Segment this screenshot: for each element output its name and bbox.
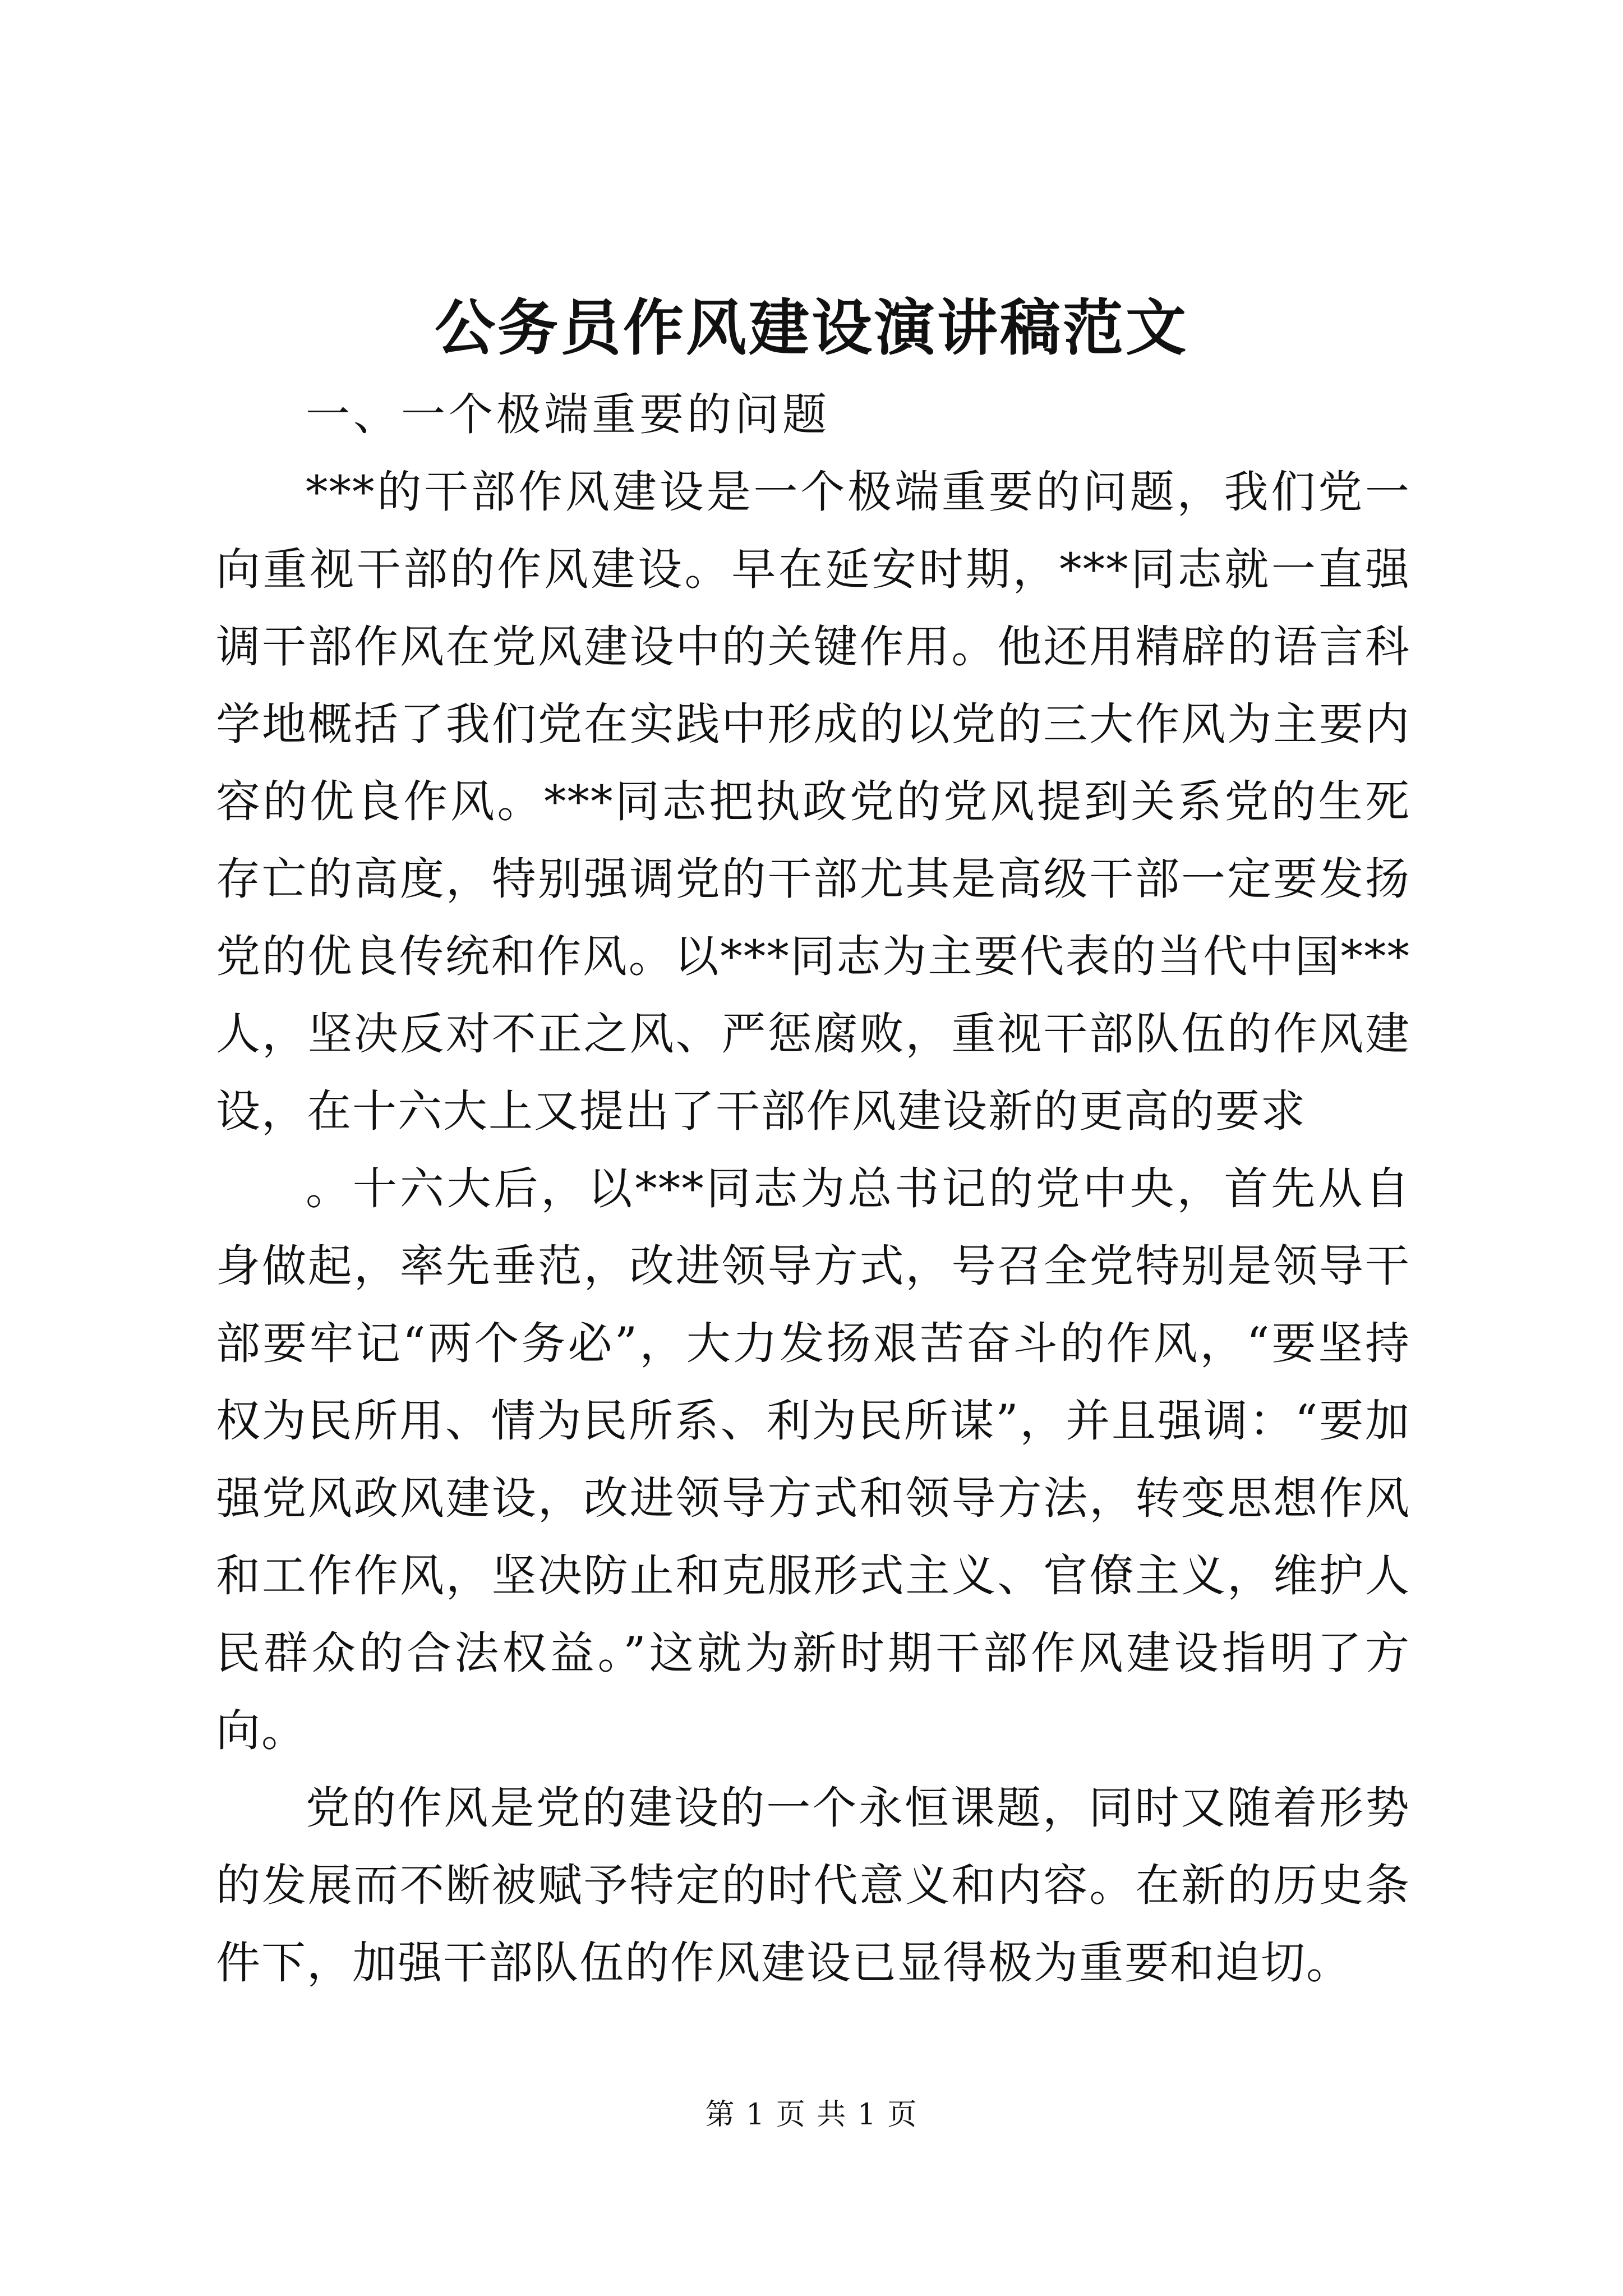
- paragraph-3: 党的作风是党的建设的一个永恒课题，同时又随着形势的发展而不断被赋予特定的时代意义和内容。在新的历史条件下，加强干部队伍的作风建设已显得极为重要和迫切。: [216, 1782, 1410, 1989]
- page-footer: 第 1 页 共 1 页: [705, 2098, 918, 2132]
- paragraph-1: ***的干部作风建设是一个极端重要的问题，我们党一向重视干部的作风建设。早在延安时期，***同志就一直强调干部作风在党风建设中的关键作用。他还用精辟的语言科学地概括了我们党在实践中形成的以党的三大作风为主要内容的优良作风。***同志把执政党的党风提到关系党的生死存亡的高度，特别强调党的干部尤其是高级干部一定要发扬党的优良传统和作风。以***同志为主要代表的当代中国***人，坚决反对不正之风、严惩腐败，重视干部队伍的作风建设，在十六大上又提出了干部作风建设新的更高的要求: [216, 466, 1410, 1137]
- section-heading: 一、一个极端重要的问题: [306, 389, 830, 440]
- paragraph-2: 。十六大后，以***同志为总书记的党中央，首先从自身做起，率先垂范，改进领导方式，号召全党特别是领导干部要牢记“两个务必”，大力发扬艰苦奋斗的作风，“要坚持权为民所用、情为民所系、利为民所谋”，并且强调：“要加强党风政风建设，改进领导方式和领导方法，转变思想作风和工作作风，坚决防止和克服形式主义、官僚主义，维护人民群众的合法权益。”这就为新时期干部作风建设指明了方向。: [216, 1163, 1410, 1756]
- document-body: [216, 376, 1410, 2001]
- document-title: 公务员作风建设演讲稿范文: [434, 293, 1188, 364]
